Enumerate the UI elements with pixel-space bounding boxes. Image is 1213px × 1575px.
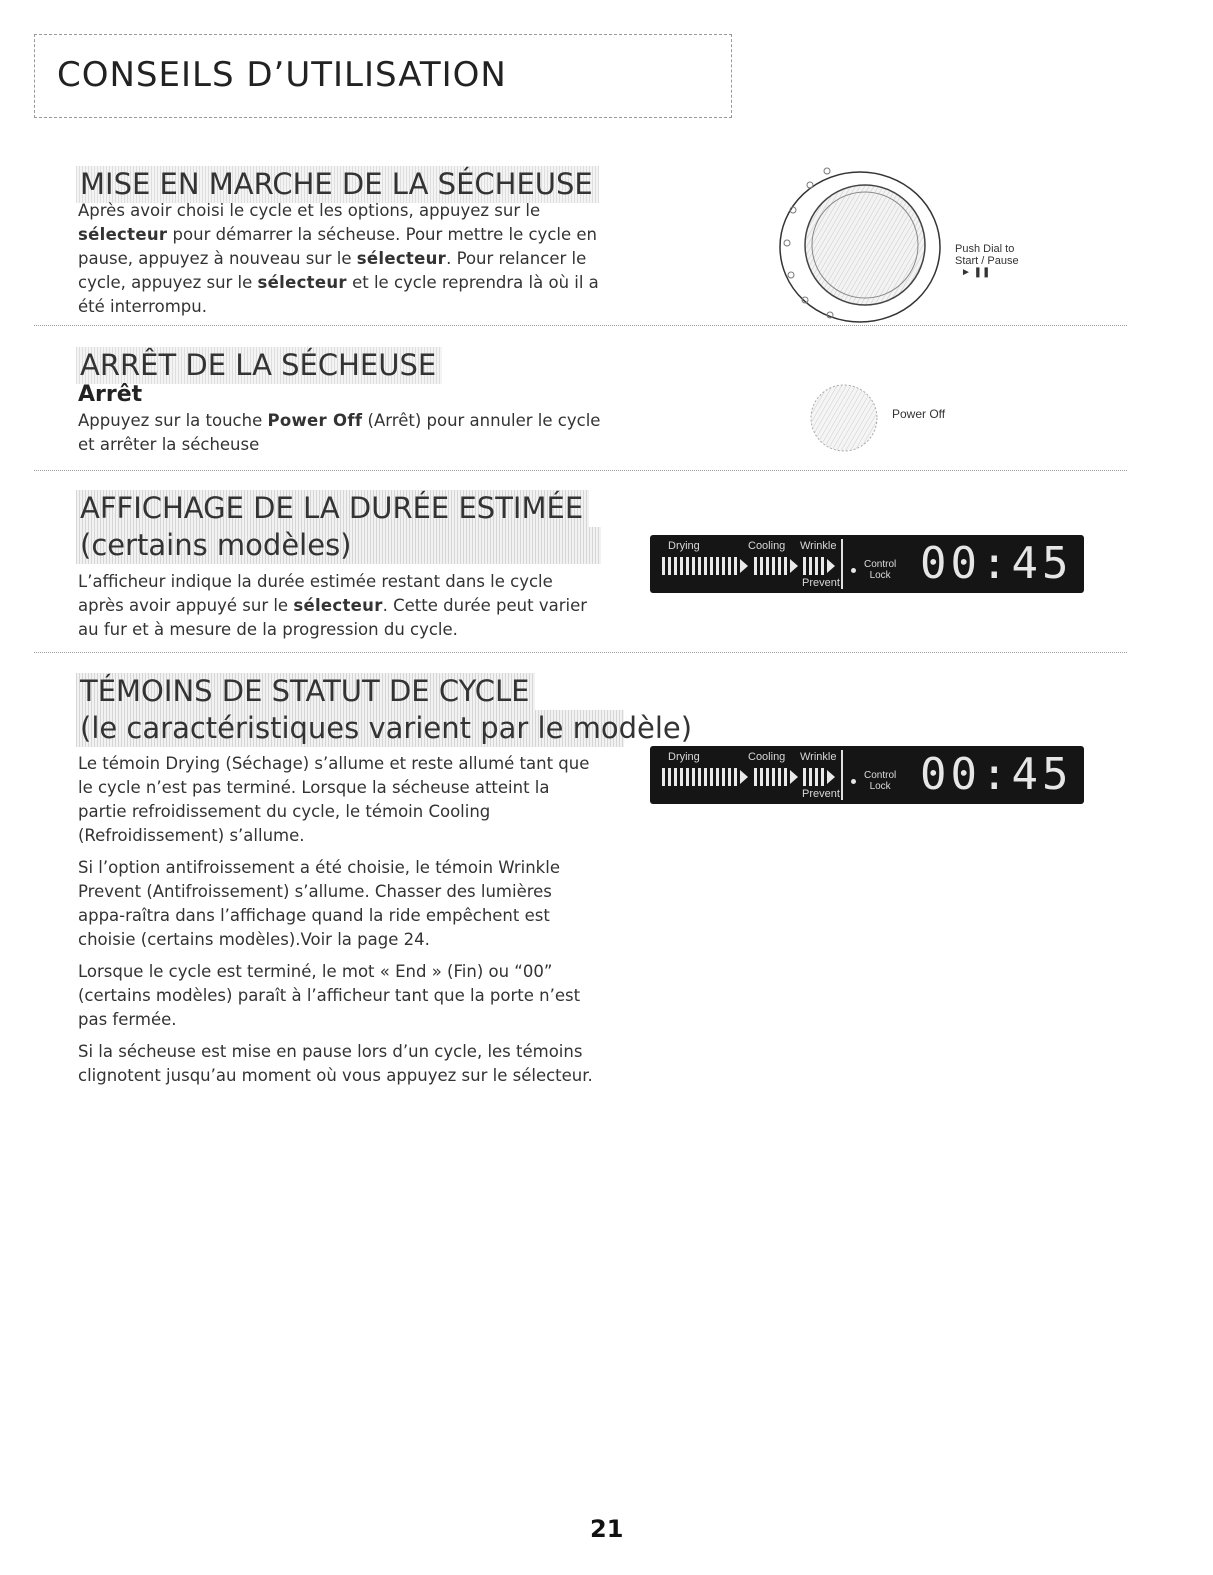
status-display-panel <box>650 746 1084 804</box>
control-lock-label <box>864 770 896 792</box>
lock-text: Lock <box>869 570 891 581</box>
text-run: . Pour relancer le cycle, appuyez sur le <box>78 249 587 292</box>
panel-divider <box>841 750 843 800</box>
wrinkle-label: Wrinkle <box>800 751 837 763</box>
progress-lights-icon <box>660 555 840 577</box>
power-off-button-icon[interactable] <box>806 383 886 453</box>
status-paragraph: Lorsque le cycle est terminé, le mot « End » (Fin) ou “00” (certains modèles) paraît à l’afficheur tant que la porte n’est pas fermée. <box>78 962 581 1029</box>
control-lock-label <box>864 559 896 581</box>
section-stop-body <box>78 380 618 457</box>
divider <box>34 470 1127 471</box>
bold-term: Power Off <box>267 411 363 430</box>
indicator-dot <box>851 779 856 784</box>
heading-line: (le caractéristiques varient par le modèle) <box>76 710 624 747</box>
prevent-label: Prevent <box>802 788 840 800</box>
caption-line: Push Dial to <box>955 243 1015 255</box>
cooling-label: Cooling <box>748 540 786 552</box>
divider <box>34 325 1127 326</box>
subheading-arret: Arrêt <box>78 382 143 407</box>
text-run: L’afficheur indique la durée estimée restant dans le cycle après avoir appuyé sur le <box>78 572 553 615</box>
selector-dial-icon[interactable] <box>775 165 945 325</box>
prevent-label: Prevent <box>802 577 840 589</box>
lock-text: Lock <box>869 781 891 792</box>
section-status-body <box>78 752 603 1096</box>
heading-line: AFFICHAGE DE LA DURÉE ESTIMÉE <box>76 490 589 527</box>
status-paragraph: Si la sécheuse est mise en pause lors d’un cycle, les témoins clignotent jusqu’au moment où vous appuyez sur le sélecteur. <box>78 1042 593 1085</box>
section-time-paragraph <box>78 570 598 642</box>
bold-term: sélecteur <box>257 273 347 292</box>
text-run: (Arrêt) pour annuler le cycle et arrêter la sécheuse <box>78 411 601 454</box>
text-run: pour démarrer la sécheuse. Pour mettre le cycle en pause, appuyez à nouveau sur le <box>78 225 597 268</box>
dial-caption <box>955 243 1019 279</box>
bold-term: sélecteur <box>78 225 168 244</box>
time-display-panel <box>650 535 1084 593</box>
bold-term: sélecteur <box>356 249 447 268</box>
wrinkle-label: Wrinkle <box>800 540 837 552</box>
time-readout: 00:45 <box>920 538 1073 589</box>
drying-label: Drying <box>668 540 700 552</box>
panel-divider <box>841 539 843 589</box>
bold-term: sélecteur <box>293 596 383 615</box>
power-off-caption: Power Off <box>892 407 946 421</box>
progress-lights-icon <box>660 766 840 788</box>
control-text: Control <box>864 559 897 570</box>
indicator-dot <box>851 568 856 573</box>
divider <box>34 652 1127 653</box>
text-run: Après avoir choisi le cycle et les options, appuyez sur le <box>78 201 541 220</box>
drying-label: Drying <box>668 751 700 763</box>
control-text: Control <box>864 770 897 781</box>
play-pause-icon: ► ❚❚ <box>961 267 991 278</box>
section-heading-time <box>76 490 601 564</box>
section-heading-stop: ARRÊT DE LA SÉCHEUSE <box>76 347 442 384</box>
heading-line: TÉMOINS DE STATUT DE CYCLE <box>76 673 535 710</box>
section-heading-status <box>76 673 693 747</box>
text-run: Appuyez sur la touche <box>78 411 268 430</box>
status-paragraph: Si l’option antifroissement a été choisie, le témoin Wrinkle Prevent (Antifroissement) s’allume. Chasser des lumières appa-raîtra dans l’affichage quand la ride empêchent est choisie (certains modèles).Voir la page 24. <box>78 858 560 949</box>
caption-line: Start / Pause <box>955 255 1019 267</box>
cooling-label: Cooling <box>748 751 786 763</box>
header-box <box>34 34 732 118</box>
time-readout: 00:45 <box>920 749 1073 800</box>
heading-line: (certains modèles) <box>76 527 601 564</box>
status-paragraph: Le témoin Drying (Séchage) s’allume et reste allumé tant que le cycle n’est pas terminé. Lorsque la sécheuse atteint la partie refroidissement du cycle, le témoin Cooling (Refroidissement) s’allume. <box>78 754 590 845</box>
section-start-paragraph <box>78 199 618 319</box>
section-stop-paragraph <box>78 409 618 457</box>
page-number: 21 <box>590 1515 624 1543</box>
section-heading-start: MISE EN MARCHE DE LA SÉCHEUSE <box>76 166 599 203</box>
text-run: et le cycle reprendra là où il a été interrompu. <box>78 273 599 316</box>
text-run: . Cette durée peut varier au fur et à mesure de la progression du cycle. <box>78 596 588 639</box>
page-title: CONSEILS D’UTILISATION <box>57 55 507 95</box>
